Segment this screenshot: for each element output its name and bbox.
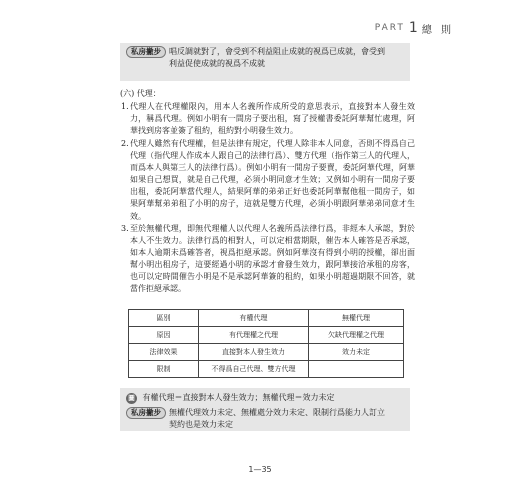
page-number: 1—35 xyxy=(248,465,272,474)
tip-row xyxy=(126,407,404,431)
tip-line-2: 契約也是效力未定 xyxy=(169,420,233,429)
paragraph-2 xyxy=(121,138,415,223)
table-row xyxy=(129,361,404,378)
section-heading: (六) 代理： xyxy=(120,89,161,98)
tip-line-2: 利益促使成就的視爲不成就 xyxy=(169,59,265,68)
table-cell: 原因 xyxy=(129,327,199,344)
table-header-row xyxy=(129,310,404,327)
paragraph-number: 1. xyxy=(121,102,129,111)
comparison-table xyxy=(128,309,404,378)
paragraph-1 xyxy=(121,101,415,137)
tip-text xyxy=(169,46,404,70)
summary-text: 有權代理＝直接對本人發生效力；無權代理＝效力未定 xyxy=(142,393,335,402)
tip-text xyxy=(169,407,404,431)
paragraph-3 xyxy=(121,223,415,296)
table-header-cell: 無權代理 xyxy=(309,310,404,327)
part-number: 1 xyxy=(408,20,418,36)
paragraph-text: 至於無權代理，即無代理權人以代理人名義所爲法律行爲，非經本人承認，對於本人不生效力。法律行爲的相對人，可以定相當期限，催告本人確答是否承認，如本人逾期未爲確答者，視爲拒絕承認。例如阿華沒有得到小明的授權，卻出面幫小明出租房子，這要經過小明的承認才會發生效力，跟阿華接洽承租的房客，也可以定時間催告小明是不是承認阿華簽的租約，如果小明超過期限不回答，就當作拒絕承認。 xyxy=(130,224,415,294)
table-cell: 有代理權之代理 xyxy=(199,327,309,344)
paragraph-number: 2. xyxy=(121,139,129,148)
tip-line-1: 無權代理效力未定、無權處分效力未定、限制行爲能力人訂立 xyxy=(169,408,385,417)
table-cell: 限制 xyxy=(129,361,199,378)
tip-box-top xyxy=(120,43,410,81)
table-cell: 直接對本人發生效力 xyxy=(199,344,309,361)
tip-line-1: 唱反調就對了，會受到不利益阻止成就的視爲已成就，會受到 xyxy=(169,47,385,56)
page-header xyxy=(375,20,454,36)
diagram-icon: 圖 xyxy=(126,393,137,404)
part-label: PART xyxy=(374,23,405,33)
table-row xyxy=(129,344,404,361)
table-cell: 法律效果 xyxy=(129,344,199,361)
table-header-cell: 區別 xyxy=(129,310,199,327)
table-cell: 不得爲自己代理、雙方代理 xyxy=(199,361,309,378)
table-cell: 欠缺代理權之代理 xyxy=(309,327,404,344)
table-header-cell: 有權代理 xyxy=(199,310,309,327)
paragraph-text: 代理人雖然有代理權，但是法律有規定，代理人除非本人同意，否則不得爲自己代理（指代理人作成本人跟自己的法律行爲）、雙方代理（指作第三人的代理人，而爲本人與第三人的法律行爲）。例如小明有一間房子要賣，委託阿華代理，阿華如果自己想買，就是自己代理，必須小明同意才生效；又例如小明有一間房子要出租，委託阿華當代理人，結果阿華的弟弟正好也委託阿華幫他租一間房子，如果阿華幫弟弟租了小明的房子，這就是雙方代理，必須小明跟阿華弟弟同意才生效。 xyxy=(130,139,415,221)
paragraph-number: 3. xyxy=(121,224,129,233)
tip-tag: 私房撇步 xyxy=(126,46,166,58)
table-cell: 效力未定 xyxy=(309,344,404,361)
paragraph-text: 代理人在代理權限內，用本人名義所作成所受的意思表示，直接對本人發生效力，稱爲代理。例如小明有一間房子要出租，寫了授權書委託阿華幫忙處理，阿華找到房客並簽了租約，租約對小明發生效力。 xyxy=(130,102,415,136)
summary-line xyxy=(126,392,404,404)
chapter-title: 總 則 xyxy=(421,24,454,36)
tip-box-bottom xyxy=(120,388,410,431)
tip-tag: 私房撇步 xyxy=(126,407,166,419)
table-row xyxy=(129,327,404,344)
tip-row xyxy=(126,46,404,70)
table-cell xyxy=(309,361,404,378)
